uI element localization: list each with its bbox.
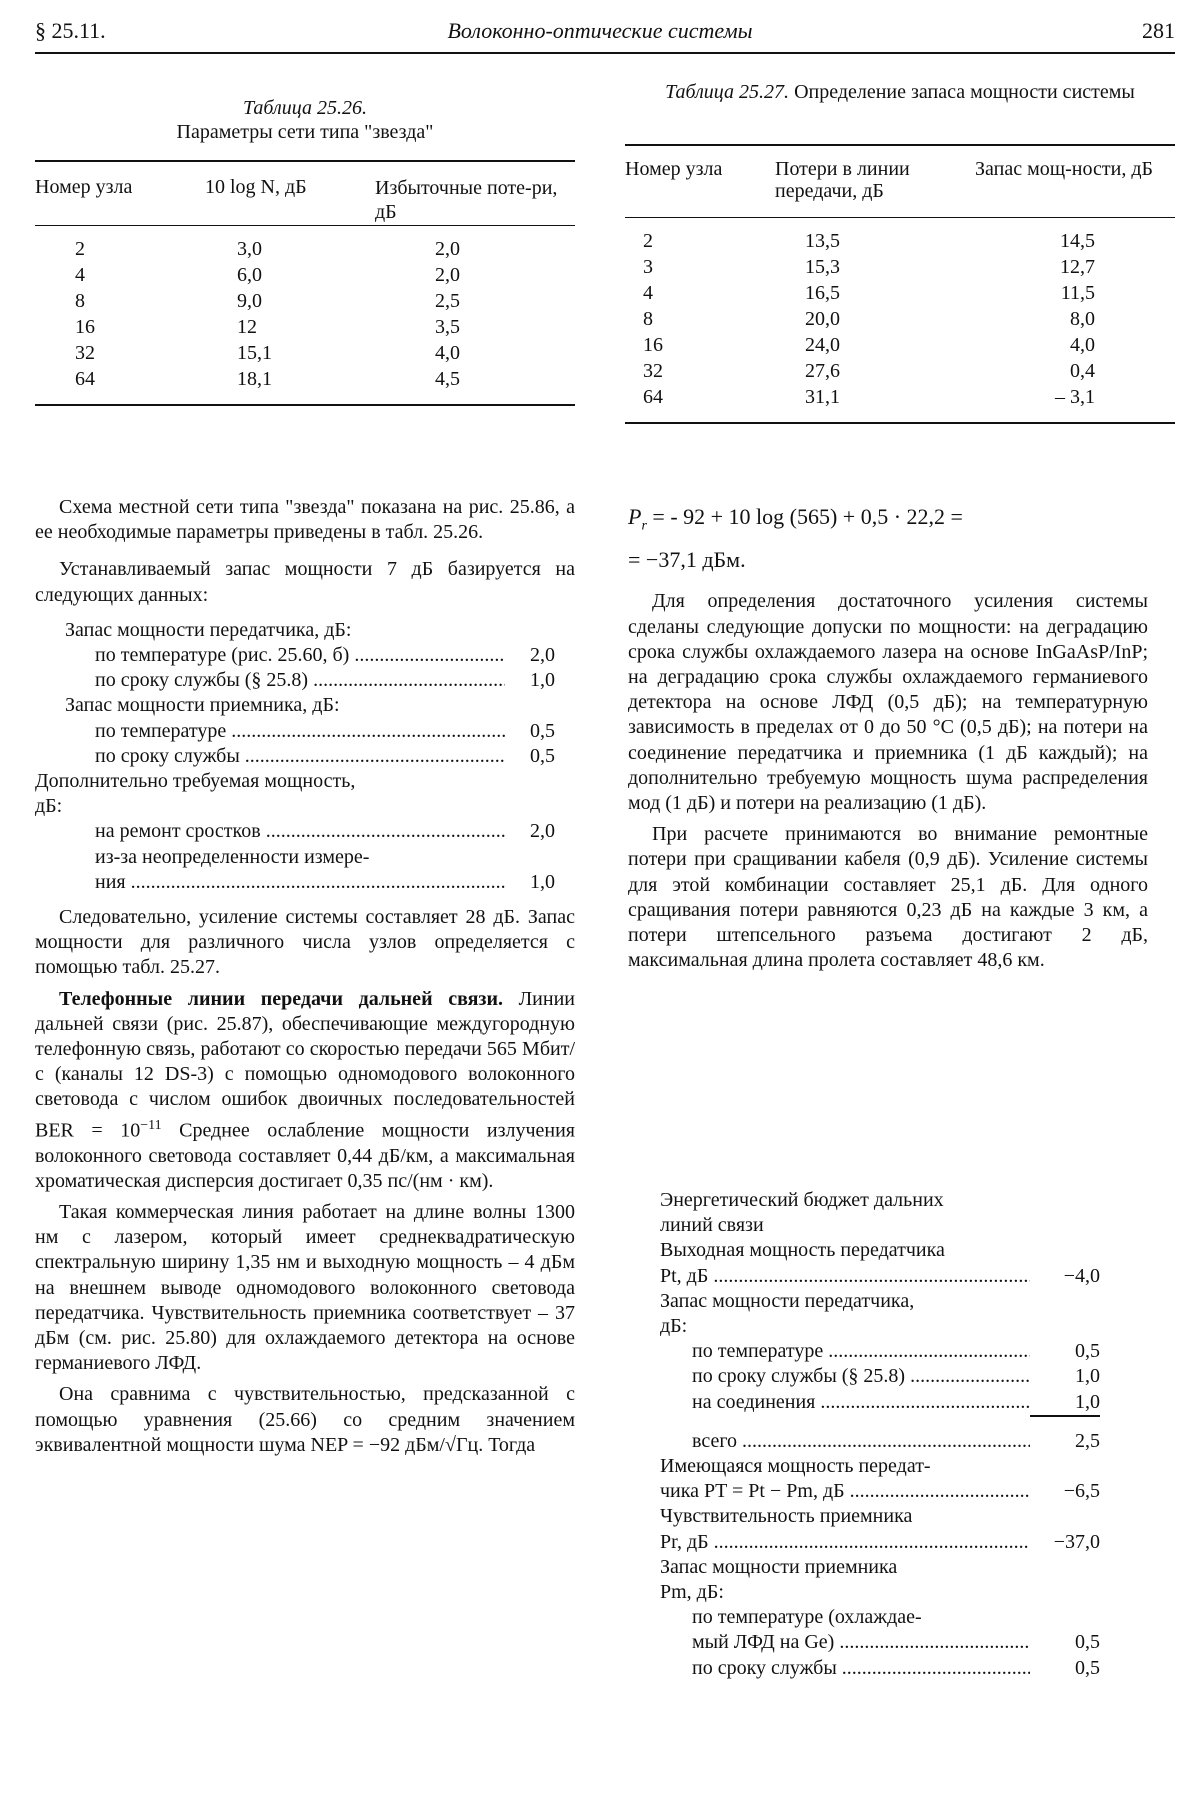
list-item-value: 1,0 — [1075, 1365, 1100, 1388]
table27-row — [625, 306, 1175, 332]
list-item-label: Pt, дБ ..... — [660, 1264, 1030, 1289]
table-27-caption-text: Определение запаса мощности системы — [794, 81, 1135, 103]
left-column — [35, 495, 575, 1464]
table26-cell: 4 — [75, 263, 85, 286]
table26-row — [35, 225, 575, 262]
table26-cell: 64 — [75, 367, 95, 390]
list-item-label: по температуре (охлаждае- — [692, 1606, 922, 1629]
table26-row — [35, 314, 575, 340]
table-27-header-loss: Потери в линии передачи, дБ — [775, 158, 910, 202]
long-haul-heading: Телефонные линии передачи дальней связи. — [59, 987, 503, 1010]
list-item-label: Чувствительность приемника — [660, 1505, 913, 1528]
list-item — [35, 643, 555, 668]
right-paragraph-2: При расчете принимаются во внимание ремонтные потери при сращивании кабеля (0,9 дБ). Усиление системы для этой комбинации составляет 25,1 дБ. Для одного сращивания потери равняются 0,23 дБ на каждые 3 км, а потери штепсельного разъема достигают 2 дБ, максимальная длина пролета составляет 48,6 км. — [628, 823, 1148, 972]
table26-row — [35, 366, 575, 405]
table27-cell: 8 — [643, 307, 653, 330]
left-paragraph-1: Схема местной сети типа "звезда" показана на рис. 25.86, а ее необходимые параметры приведены в табл. 25.26. — [35, 496, 575, 544]
list-item-value: 0,5 — [1075, 1656, 1100, 1679]
list-item-label: ния ..... — [95, 870, 505, 895]
table27-cell: – 3,1 — [1055, 385, 1095, 408]
list-item-label: Запас мощности передатчика, — [660, 1289, 915, 1312]
table26-cell: 8 — [75, 289, 85, 312]
table-26-header-loss: Избыточные поте-ри, дБ — [375, 177, 558, 223]
table27-cell: 14,5 — [1060, 229, 1095, 252]
ber-exponent: −11 — [140, 1117, 162, 1133]
list-item-label: по сроку службы (§ 25.8) ..... — [692, 1364, 1030, 1389]
list-item-label: из-за неопределенности измере- — [95, 845, 370, 868]
list-item-label: по температуре ..... — [95, 719, 505, 744]
table27-cell: 20,0 — [805, 307, 840, 330]
list-item — [35, 744, 555, 769]
list-item — [35, 769, 555, 794]
table26-cell: 6,0 — [237, 263, 262, 286]
table27-row — [625, 358, 1175, 384]
list-item — [35, 693, 555, 718]
power-budget — [660, 1188, 1100, 1681]
left-paragraph-3: Следовательно, усиление системы составляет 28 дБ. Запас мощности для различного числа узлов определяется с помощью табл. 25.27. — [35, 906, 575, 979]
table26-row — [35, 288, 575, 314]
list-item — [660, 1504, 1100, 1529]
table27-cell: 16,5 — [805, 281, 840, 304]
table27-cell: 64 — [643, 385, 663, 408]
table26-cell: 2 — [75, 237, 85, 260]
table27-cell: 16 — [643, 333, 663, 356]
table27-row — [625, 332, 1175, 358]
list-item-value: −6,5 — [1063, 1480, 1100, 1503]
table-26 — [35, 160, 575, 406]
list-item — [660, 1656, 1100, 1681]
list-item — [660, 1530, 1100, 1555]
table-26-caption-text: Параметры сети типа "звезда" — [176, 121, 434, 143]
margin-list — [35, 618, 555, 895]
table-26-caption-number: Таблица 25.26. — [243, 97, 367, 119]
table-26-header-node: Номер узла — [35, 176, 133, 198]
list-item — [660, 1339, 1100, 1364]
list-item-label: всего ..... — [692, 1429, 1030, 1454]
list-item — [35, 618, 555, 643]
list-item-value: 2,5 — [1075, 1429, 1100, 1452]
list-item-label: Имеющаяся мощность передат- — [660, 1455, 931, 1478]
page-number: 281 — [1142, 18, 1175, 43]
list-item — [660, 1555, 1100, 1580]
table26-cell: 16 — [75, 315, 95, 338]
table27-cell: 24,0 — [805, 333, 840, 356]
table26-cell: 2,0 — [435, 237, 460, 260]
table27-cell: 0,4 — [1070, 359, 1095, 382]
list-item — [660, 1630, 1100, 1655]
list-item-label: Pr, дБ ..... — [660, 1530, 1030, 1555]
list-item-label: Запас мощности приемника, дБ: — [65, 694, 340, 717]
formula-pr-line2: = −37,1 дБм. — [628, 547, 746, 573]
table26-cell: 3,0 — [237, 237, 262, 260]
table27-cell: 31,1 — [805, 385, 840, 408]
list-item-value: −4,0 — [1063, 1264, 1100, 1287]
list-item — [35, 845, 555, 870]
list-item-value: 2,0 — [530, 820, 555, 843]
right-paragraph-1: Для определения достаточного усиления системы сделаны следующие допуски по мощности: на деградацию срока службы охлаждаемого лазера на основе InGaAsP/InP; на деградацию срока службы охлаждаемого германиевого детектора на основе ЛФД (0,5 дБ); на температурную зависимость в пределах от 0 до 50 °С (0,5 дБ); на потери на соединение передатчика и приемника (1 дБ каждый); на дополнительно требуемую мощность шума распределения мод (1 дБ) и потери на реализацию (1 дБ). — [628, 590, 1148, 815]
long-haul-text-end: Среднее ослабление мощности излучения волоконного световода составляет 0,44 дБ/км, а максимальная хроматическая дисперсия достигает 0,35 пс/(нм · км). — [35, 1119, 575, 1192]
table26-cell: 18,1 — [237, 367, 272, 390]
table-27-header-node: Номер узла — [625, 158, 723, 180]
table-26-header-log: 10 log N, дБ — [205, 176, 307, 198]
table26-cell: 4,5 — [435, 367, 460, 390]
list-item-label: на ремонт сростков ..... — [95, 819, 505, 844]
list-item-value: 0,5 — [1075, 1340, 1100, 1363]
table27-cell: 8,0 — [1070, 307, 1095, 330]
list-item-label: по сроку службы ..... — [95, 744, 505, 769]
long-haul-text: Линии дальней связи (рис. 25.87), обеспечивающие междугородную телефонную связь, работают со скоростью передачи 565 Мбит/с (каналы 12 DS-3) с помощью одномодового волоконного световода с числом ошибок двоичных последовательностей BER = 10 — [35, 987, 575, 1142]
table-27 — [625, 144, 1175, 424]
table27-cell: 27,6 — [805, 359, 840, 382]
list-item-label: Дополнительно требуемая мощность, — [35, 770, 356, 793]
list-item-label: Запас мощности приемника — [660, 1555, 898, 1578]
right-column — [628, 500, 1148, 979]
list-item-label: по температуре ..... — [692, 1339, 1030, 1364]
list-item-value: 0,5 — [530, 744, 555, 767]
table26-cell: 2,0 — [435, 263, 460, 286]
table27-cell: 3 — [643, 255, 653, 278]
table26-row — [35, 340, 575, 366]
table26-cell: 4,0 — [435, 341, 460, 364]
list-item — [35, 819, 555, 844]
list-item-label: на соединения ..... — [692, 1390, 1030, 1417]
table27-cell: 12,7 — [1060, 255, 1095, 278]
list-item — [660, 1314, 1100, 1339]
list-item — [660, 1454, 1100, 1479]
budget-title-line2: линий связи — [660, 1214, 764, 1237]
list-item-label: дБ: — [35, 795, 63, 818]
list-item — [35, 794, 555, 819]
list-item — [660, 1390, 1100, 1417]
list-item-value: −37,0 — [1053, 1530, 1100, 1553]
table27-cell: 13,5 — [805, 229, 840, 252]
table27-row — [625, 384, 1175, 423]
list-item — [660, 1580, 1100, 1605]
list-item-value: 0,5 — [1075, 1631, 1100, 1654]
list-item-label: по температуре (рис. 25.60, б) ..... — [95, 643, 505, 668]
left-paragraph-2: Устанавливаемый запас мощности 7 дБ базируется на следующих данных: — [35, 558, 575, 606]
table27-cell: 4,0 — [1070, 333, 1095, 356]
list-item — [660, 1364, 1100, 1389]
list-item-label: по сроку службы ..... — [692, 1656, 1030, 1681]
formula-pr-expr: = - 92 + 10 log (565) + 0,5 · 22,2 = — [652, 504, 963, 529]
list-item-label: по сроку службы (§ 25.8) ..... — [95, 668, 505, 693]
left-paragraph-4 — [35, 987, 575, 1194]
table26-cell: 32 — [75, 341, 95, 364]
table27-cell: 11,5 — [1060, 281, 1095, 304]
list-item-value: 2,0 — [530, 644, 555, 667]
list-item — [660, 1264, 1100, 1289]
list-item — [35, 668, 555, 693]
budget-title-line1: Энергетический бюджет дальних — [660, 1189, 944, 1211]
table26-cell: 3,5 — [435, 315, 460, 338]
list-item-label: дБ: — [660, 1315, 688, 1338]
list-item-label: мый ЛФД на Ge) ..... — [692, 1630, 1030, 1655]
table-27-caption — [625, 80, 1175, 104]
list-item-label: Запас мощности передатчика, дБ: — [65, 618, 352, 641]
table27-row — [625, 254, 1175, 280]
table27-row — [625, 280, 1175, 306]
list-item-value: 0,5 — [530, 719, 555, 742]
table-27-header-margin: Запас мощ-ности, дБ — [975, 158, 1153, 180]
left-paragraph-6: Она сравнима с чувствительностью, предсказанной с помощью уравнения (25.66) со средним значением эквивалентной мощности шума NEP = −92 дБм/√Гц. Тогда — [35, 1383, 575, 1456]
table26-row — [35, 262, 575, 288]
list-item-value: 1,0 — [1030, 1390, 1100, 1417]
list-item — [660, 1289, 1100, 1314]
header-rule — [35, 52, 1175, 54]
list-item-label: Pm, дБ: — [660, 1581, 724, 1604]
list-item — [660, 1479, 1100, 1504]
formula-pr-line1: $P_r$ = - 92 + 10 log (565) + 0,5 · 22,2 = — [628, 504, 963, 534]
running-title: Волоконно-оптические системы — [447, 18, 753, 43]
list-item-value: 1,0 — [530, 669, 555, 692]
list-item-value: 1,0 — [530, 870, 555, 893]
table-27-caption-number: Таблица 25.27. — [665, 81, 790, 103]
table26-cell: 2,5 — [435, 289, 460, 312]
table27-cell: 2 — [643, 229, 653, 252]
left-paragraph-5: Такая коммерческая линия работает на длине волны 1300 нм с лазером, который имеет среднеквадратическую спектральную ширину 1,35 нм и выходную мощность – 4 дБм на внешнем выводе одномодового волоконного световода передатчика. Чувствительность приемника соответствует – 37 дБм (см. рис. 25.80) для охлаждаемого детектора на основе германиевого ЛФД. — [35, 1200, 575, 1375]
table27-cell: 15,3 — [805, 255, 840, 278]
list-item — [660, 1238, 1100, 1263]
table27-row — [625, 217, 1175, 254]
list-item-label: Выходная мощность передатчика — [660, 1239, 945, 1262]
table26-cell: 9,0 — [237, 289, 262, 312]
list-item — [660, 1605, 1100, 1630]
table27-cell: 4 — [643, 281, 653, 304]
list-item — [35, 870, 555, 895]
budget-list — [660, 1238, 1100, 1680]
section-number: § 25.11. — [35, 18, 106, 43]
table26-cell: 15,1 — [237, 341, 272, 364]
table-26-caption — [35, 96, 575, 144]
list-item — [35, 719, 555, 744]
list-item — [660, 1429, 1100, 1454]
table26-cell: 12 — [237, 315, 257, 338]
table27-cell: 32 — [643, 359, 663, 382]
list-item-label: чика PT = Pt − Pm, дБ ..... — [660, 1479, 1030, 1504]
